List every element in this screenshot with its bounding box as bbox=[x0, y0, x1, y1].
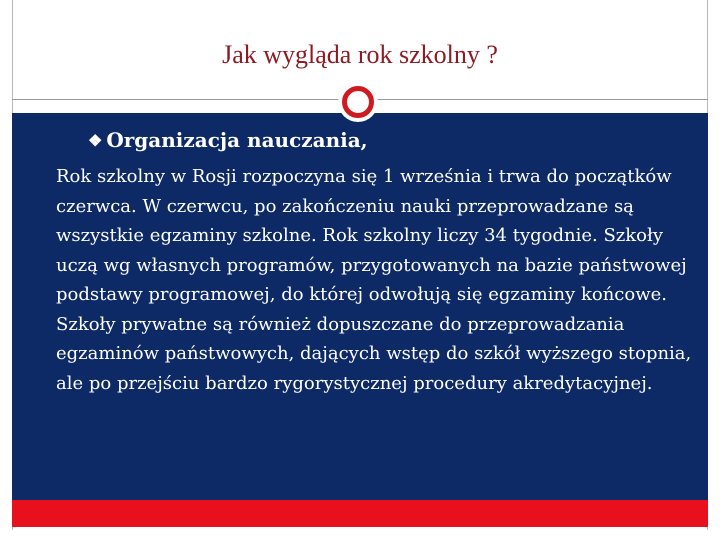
ring-inner bbox=[342, 86, 374, 118]
ring-ornament-icon bbox=[338, 82, 378, 122]
accent-bar bbox=[12, 500, 708, 527]
diamond-bullet-icon: ❖ bbox=[88, 131, 103, 150]
section-heading bbox=[88, 128, 368, 152]
slide-title: Jak wygląda rok szkolny ? bbox=[222, 40, 498, 69]
body-paragraph: Rok szkolny w Rosji rozpoczyna się 1 września i trwa do początków czerwca. W czerwcu, po zakończeniu nauki przeprowadzane są wszystkie egzaminy szkolne. Rok szkolny liczy 34 tygodnie. Szkoły uczą wg własnych programów, przygotowanych na bazie państwowej podstawy programowej, do której odwołują się egzaminy końcowe. Szkoły prywatne są również dopuszczane do przeprowadzania egzaminów państwowych, dających wstęp do szkół wyższego stopnia, ale po przejściu bardzo rygorystycznej procedury akredytacyjnej. bbox=[56, 166, 692, 394]
section-heading-text: Organizacja nauczania, bbox=[106, 128, 368, 152]
